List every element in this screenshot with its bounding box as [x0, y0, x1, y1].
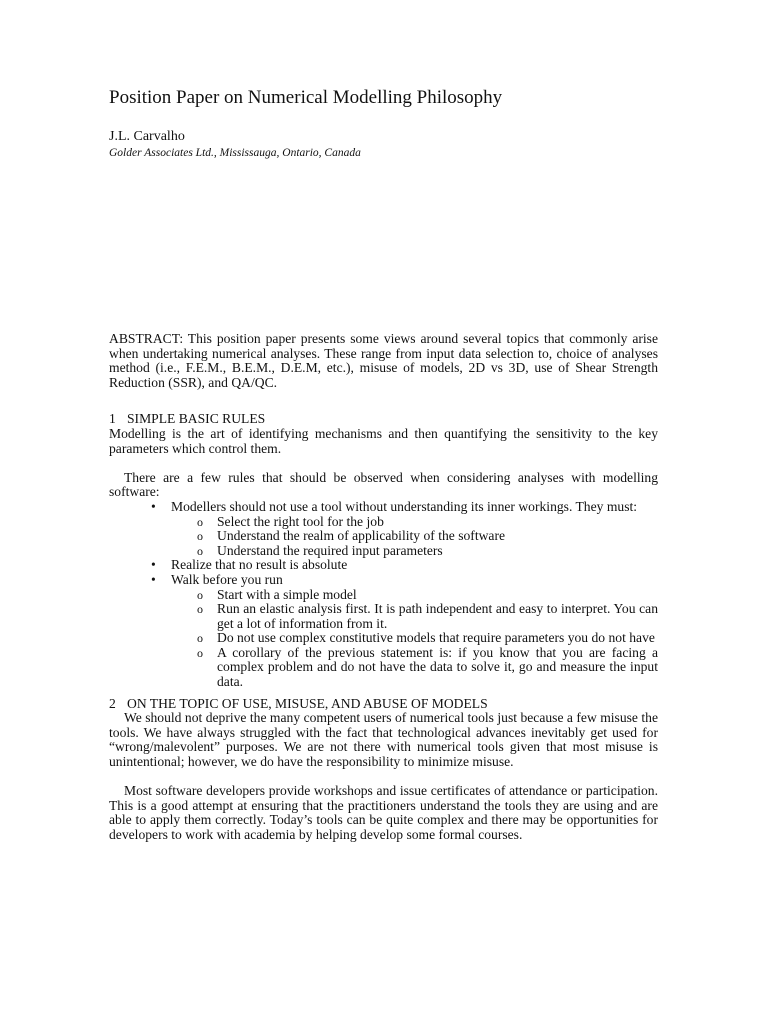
section-2-paragraph-1: We should not deprive the many competent users of numerical tools just because a few misuse the tools. We have always struggled with the fact that technological advances inevitably get used for “wrong/malevolent” purposes. We are not there with numerical tools given that most misuse is unintentional; however, we do have the responsibility to minimize misuse.: [109, 710, 658, 770]
circle-bullet-icon: o: [197, 543, 203, 558]
sub-list: [171, 588, 658, 690]
sub-list-item: [197, 646, 658, 690]
sub-list-item-text: Start with a simple model: [217, 586, 357, 602]
circle-bullet-icon: o: [197, 645, 203, 660]
section-1-heading: [109, 412, 658, 427]
section-2-paragraph-2: Most software developers provide workshops and issue certificates of attendance or participation. This is a good attempt at ensuring that the practitioners understand the tools they are using and are able to apply them correctly. Today’s tools can be quite complex and there may be opportunities for developers to work with academia by helping develop some formal courses.: [109, 783, 658, 842]
paper-title: Position Paper on Numerical Modelling Philosophy: [109, 87, 503, 108]
rules-list: [109, 500, 658, 690]
circle-bullet-icon: o: [197, 602, 203, 617]
sub-list-item: [197, 588, 658, 603]
section-1-paragraph-1: Modelling is the art of identifying mechanisms and then quantifying the sensitivity to the key parameters which control them.: [109, 425, 658, 456]
sub-list-item: [197, 602, 658, 631]
sub-list-item-text: Run an elastic analysis first. It is path independent and easy to interpret. You can get a lot of information from it.: [217, 601, 658, 631]
list-item: [151, 558, 658, 573]
sub-list-item: [197, 631, 658, 646]
section-2-heading: [109, 697, 658, 712]
sub-list-item-text: Understand the required input parameters: [217, 542, 443, 558]
list-item: [151, 500, 658, 558]
section-2-title: ON THE TOPIC OF USE, MISUSE, AND ABUSE OF MODELS: [127, 695, 488, 711]
author-name: J.L. Carvalho: [109, 129, 185, 144]
circle-bullet-icon: o: [197, 587, 203, 602]
section-1-title: SIMPLE BASIC RULES: [127, 411, 266, 427]
bullet-icon: •: [151, 498, 156, 514]
paper-body: [109, 332, 658, 843]
sub-list: [171, 515, 658, 559]
sub-list-item: [197, 529, 658, 544]
section-1-number: 1: [109, 411, 116, 427]
section-2-number: 2: [109, 695, 116, 711]
abstract: ABSTRACT: This position paper presents some views around several topics that commonly arise when undertaking numerical analyses. These range from input data selection to, choice of analyses method (i.e., F.E.M., B.E.M., D.E.M, etc.), misuse of models, 2D vs 3D, use of Shear Strength Reduction (SSR), and QA/QC.: [109, 331, 658, 390]
circle-bullet-icon: o: [197, 514, 203, 529]
list-item: [151, 573, 658, 690]
sub-list-item-text: Select the right tool for the job: [217, 513, 384, 529]
bullet-icon: •: [151, 571, 156, 587]
list-item-text: Realize that no result is absolute: [171, 557, 348, 573]
circle-bullet-icon: o: [197, 631, 203, 646]
sub-list-item: [197, 515, 658, 530]
sub-list-item-text: Do not use complex constitutive models that require parameters you do not have: [217, 630, 655, 646]
list-item-text: Walk before you run: [171, 571, 283, 587]
sub-list-item-text: A corollary of the previous statement is: if you know that you are facing a complex problem and do not have the data to solve it, go and measure the input data.: [217, 644, 658, 690]
sub-list-item-text: Understand the realm of applicability of the software: [217, 528, 506, 544]
section-1-paragraph-2: There are a few rules that should be observed when considering analyses with modelling software:: [109, 469, 658, 500]
author-affiliation: Golder Associates Ltd., Mississauga, Ontario, Canada: [109, 147, 361, 159]
bullet-icon: •: [151, 557, 156, 573]
sub-list-item: [197, 544, 658, 559]
list-item-text: Modellers should not use a tool without understanding its inner workings. They must:: [171, 498, 638, 514]
circle-bullet-icon: o: [197, 529, 203, 544]
